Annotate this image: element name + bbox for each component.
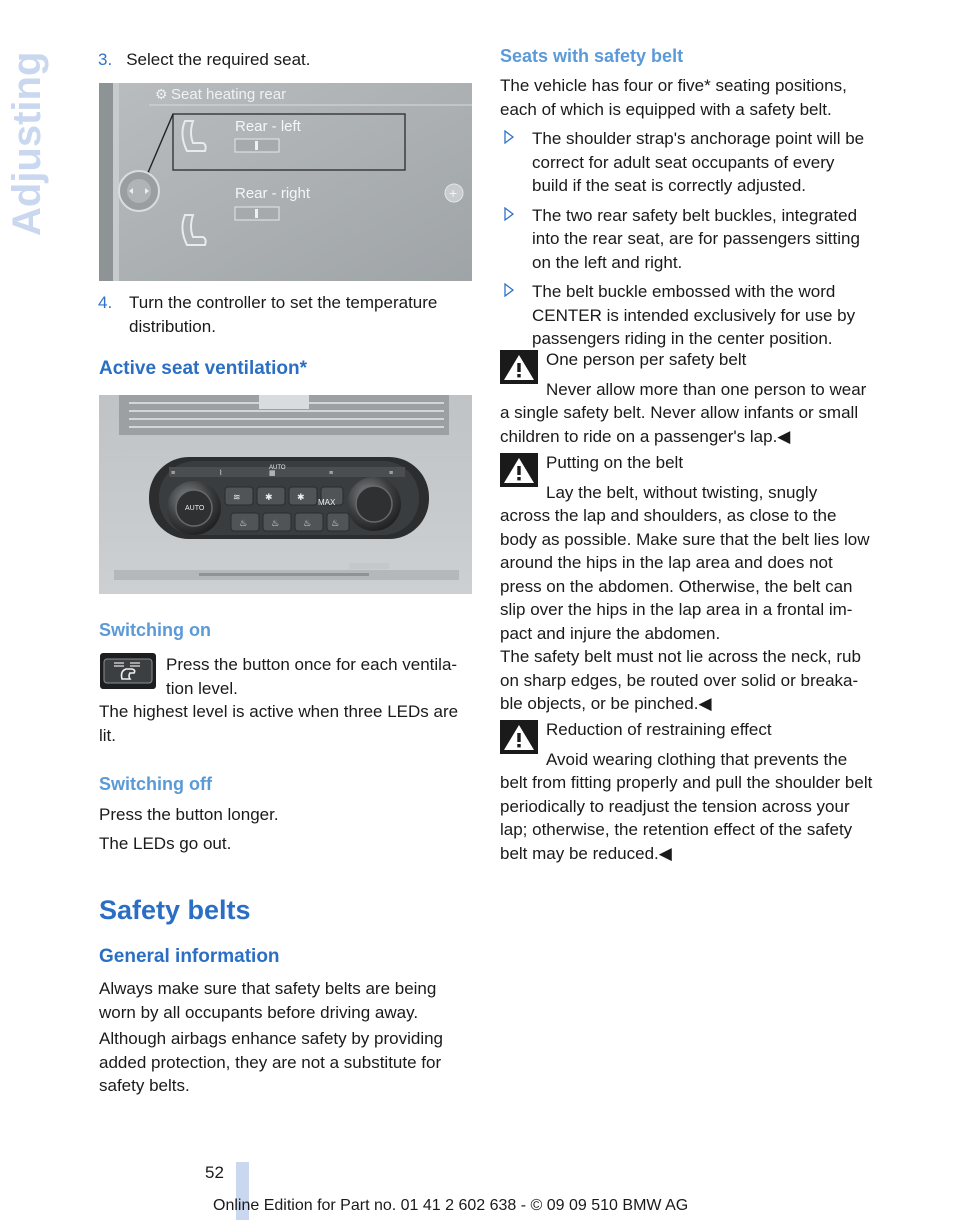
step-4-block: 4. Turn the controller to set the temperature distribution. — [98, 291, 472, 338]
seat-ventilation-button-icon — [100, 653, 156, 689]
general-info-para-2: Although airbags enhance safety by providing added protection, they are not a substitute for safety belts. — [99, 1029, 444, 1095]
bullet-triangle-icon — [504, 207, 514, 221]
svg-text:⚙: ⚙ — [155, 86, 168, 102]
svg-text:✱: ✱ — [297, 493, 305, 503]
warning-triangle-icon — [500, 350, 538, 384]
left-column — [98, 48, 472, 72]
switching-on-text: Press the button once for each ventila- tion level. — [166, 655, 458, 698]
switching-off-heading: Switching off — [99, 774, 212, 794]
svg-text:▦: ▦ — [269, 470, 276, 477]
belt-bullet-list — [500, 127, 874, 351]
svg-text:Adjusting: Adjusting — [5, 51, 49, 236]
auto-label-top: AUTO — [269, 465, 286, 471]
leds-out-text: The LEDs go out. — [99, 834, 232, 853]
warning-triangle-icon — [500, 720, 538, 754]
svg-text:✱: ✱ — [265, 493, 273, 503]
seats-with-safety-belt-heading: Seats with safety belt — [500, 46, 684, 66]
list-item: The shoulder strap's anchorage point will be correct for adult seat occupants of every build if the seat is correctly adjusted. — [500, 127, 874, 198]
svg-text:+: + — [449, 185, 458, 201]
highest-level-text: The highest level is active when three LEDs are lit. — [99, 702, 459, 745]
right-intro: The vehicle has four or five* seating positions, each of which is equipped with a safety belt. — [500, 76, 847, 119]
general-info-para-1: Always make sure that safety belts are being worn by all occupants before driving away. — [99, 979, 437, 1022]
list-item: The belt buckle embossed with the word CENTER is intended exclusively for use by passengers riding in the center position. — [500, 280, 874, 351]
page-number: 52 — [205, 1163, 224, 1182]
svg-text:≡: ≡ — [389, 470, 394, 477]
max-label: MAX — [318, 498, 336, 507]
bullet-triangle-icon — [504, 130, 514, 144]
climate-control-panel-image — [99, 395, 472, 594]
section-tab-title — [0, 40, 54, 240]
screen-title: Seat heating rear — [171, 86, 287, 103]
general-information-heading: General information — [99, 946, 280, 967]
screen-option-rear-left: Rear - left — [235, 118, 301, 135]
svg-text:⌇: ⌇ — [219, 470, 223, 477]
warning-triangle-icon — [500, 453, 538, 487]
active-seat-ventilation-heading: Active seat ventilation* — [99, 358, 308, 379]
warning-one-person-per-belt: One person per safety belt Never allow more than one person to wear a single safety belt. Never allow infants or small children to ride on a passenger's lap.◀ — [500, 350, 867, 446]
press-longer-text: Press the button longer. — [99, 805, 279, 824]
svg-text:≡: ≡ — [171, 470, 176, 477]
switching-on-heading: Switching on — [99, 620, 211, 640]
step-4-text: Turn the controller to set the temperature distribution. — [129, 293, 438, 336]
warning-putting-on-belt: Putting on the belt Lay the belt, without twisting, snugly across the lap and shoulders, as close to the body as possible. Make sure that the belt lies low around the hips in the lap area and does not press on the abdomen. Otherwise, the belt can slip over the hips in the lap area in a frontal im-pact and injure the abdomen. — [500, 453, 870, 643]
svg-text:♨: ♨ — [239, 519, 248, 529]
auto-label-left: AUTO — [185, 505, 205, 512]
svg-text:≋: ≋ — [233, 493, 241, 503]
belt-neck-paragraph: The safety belt must not lie across the neck, rub on sharp edges, be routed over solid or breaka-ble objects, or be pinched.◀ — [500, 647, 861, 713]
svg-text:♨: ♨ — [303, 519, 312, 529]
warning-reduction-restraining: Reduction of restraining effect Avoid wearing clothing that prevents the belt from fitting properly and pull the shoulder belt periodically to readjust the tension across your lap; otherwise, the retention effect of the safety belt may be reduced.◀ — [500, 720, 873, 863]
list-item: The two rear safety belt buckles, integrated into the rear seat, are for passengers sitting on the left and right. — [500, 204, 874, 275]
svg-text:♨: ♨ — [331, 519, 340, 529]
safety-belts-heading: Safety belts — [99, 895, 251, 925]
bullet-triangle-icon — [504, 283, 514, 297]
svg-text:≡: ≡ — [329, 470, 334, 477]
step-3: 3. Select the required seat. — [98, 50, 311, 69]
seat-heating-screen-image — [99, 83, 472, 281]
footer-online-edition: Online Edition for Part no. 01 41 2 602 638 - © 09 09 510 BMW AG — [213, 1197, 689, 1214]
svg-text:♨: ♨ — [271, 519, 280, 529]
screen-option-rear-right: Rear - right — [235, 185, 311, 202]
